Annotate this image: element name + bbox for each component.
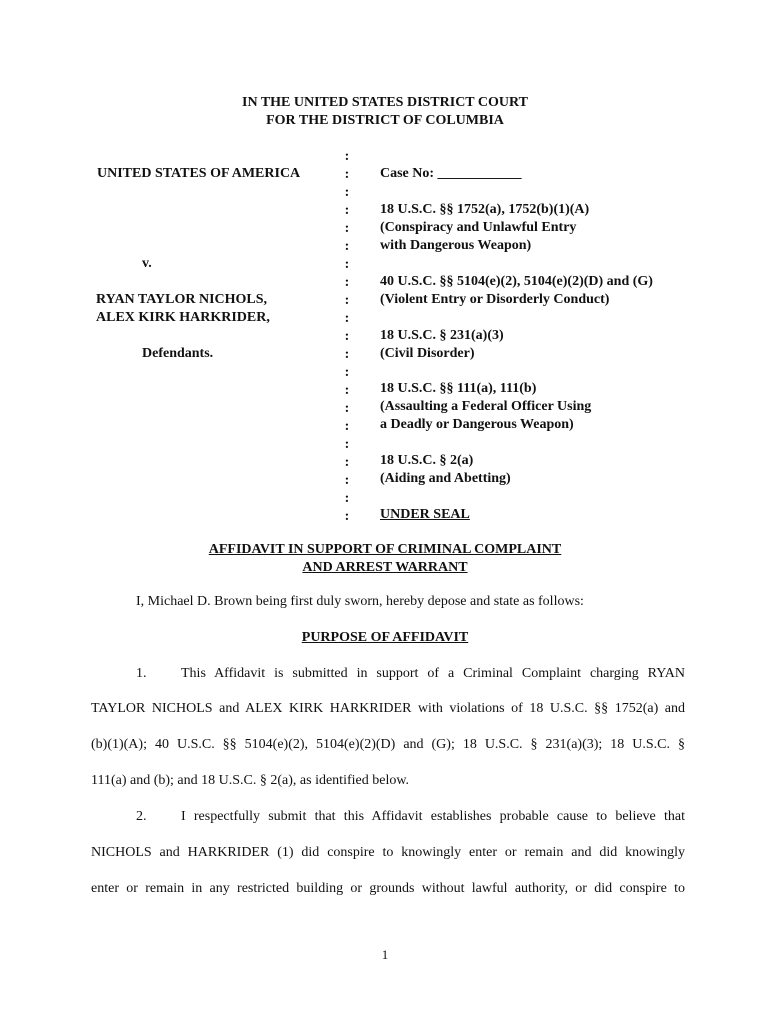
charge-statute-1: 18 U.S.C. §§ 1752(a), 1752(b)(1)(A) [380, 202, 590, 217]
divider-colon: : [344, 275, 350, 290]
under-seal-label: UNDER SEAL [380, 507, 470, 522]
charge-description-4b: a Deadly or Dangerous Weapon) [380, 417, 574, 432]
defendants-label: Defendants. [142, 346, 214, 361]
paragraph-1-line-2: TAYLOR NICHOLS and ALEX KIRK HARKRIDER with violations of 18 U.S.C. §§ 1752(a) and [91, 701, 685, 716]
divider-colon: : [344, 221, 350, 236]
charge-statute-3: 18 U.S.C. § 231(a)(3) [380, 328, 504, 343]
page-number: 1 [381, 947, 389, 962]
divider-colon: : [344, 473, 350, 488]
affidavit-title-line-2: AND ARREST WARRANT [302, 560, 468, 575]
divider-colon: : [344, 329, 350, 344]
court-district: FOR THE DISTRICT OF COLUMBIA [266, 113, 504, 128]
divider-colon: : [344, 491, 350, 506]
court-name: IN THE UNITED STATES DISTRICT COURT [242, 95, 528, 110]
defendant-name-2: ALEX KIRK HARKRIDER, [96, 310, 270, 325]
affidavit-title: AFFIDAVIT IN SUPPORT OF CRIMINAL COMPLAINT [208, 542, 562, 557]
paragraph-1-line-4: 111(a) and (b); and 18 U.S.C. § 2(a), as identified below. [91, 773, 410, 788]
divider-colon: : [344, 383, 350, 398]
charge-description-4: (Assaulting a Federal Officer Using [380, 399, 592, 414]
divider-colon: : [344, 437, 350, 452]
charge-description-1: (Conspiracy and Unlawful Entry [380, 220, 577, 235]
paragraph-number: 2. [136, 809, 147, 824]
divider-colon: : [344, 509, 350, 524]
charge-statute-4: 18 U.S.C. §§ 111(a), 111(b) [380, 381, 537, 396]
charge-description-2: (Violent Entry or Disorderly Conduct) [380, 292, 610, 307]
divider-colon: : [344, 347, 350, 362]
divider-colon: : [344, 365, 350, 380]
paragraph-number: 1. [136, 666, 147, 681]
intro-statement: I, Michael D. Brown being first duly sworn, hereby depose and state as follows: [136, 594, 584, 609]
charge-description-1b: with Dangerous Weapon) [380, 238, 532, 253]
divider-colon: : [344, 311, 350, 326]
versus-label: v. [142, 256, 152, 271]
divider-colon: : [344, 293, 350, 308]
divider-colon: : [344, 419, 350, 434]
divider-colon: : [344, 203, 350, 218]
charge-description-3: (Civil Disorder) [380, 346, 475, 361]
charge-description-5: (Aiding and Abetting) [380, 471, 511, 486]
paragraph-1-line-3: (b)(1)(A); 40 U.S.C. §§ 5104(e)(2), 5104(e)(2)(D) and (G); 18 U.S.C. § 231(a)(3); 18 U.S.C. § [91, 737, 685, 752]
divider-colon: : [344, 455, 350, 470]
divider-colon: : [344, 239, 350, 254]
section-heading: PURPOSE OF AFFIDAVIT [301, 630, 469, 645]
paragraph-2-line-1: I respectfully submit that this Affidavit establishes probable cause to believe that [181, 809, 685, 824]
plaintiff-name: UNITED STATES OF AMERICA [97, 166, 301, 181]
divider-colon: : [344, 401, 350, 416]
paragraph-2-line-2: NICHOLS and HARKRIDER (1) did conspire to knowingly enter or remain and did knowingly [91, 845, 685, 860]
charge-statute-5: 18 U.S.C. § 2(a) [380, 453, 474, 468]
case-number: Case No: ____________ [380, 166, 522, 181]
divider-colon: : [344, 185, 350, 200]
charge-statute-2: 40 U.S.C. §§ 5104(e)(2), 5104(e)(2)(D) and (G) [380, 274, 653, 289]
paragraph-1-line-1: This Affidavit is submitted in support of a Criminal Complaint charging RYAN [181, 666, 685, 681]
divider-colon: : [344, 149, 350, 164]
paragraph-2-line-3: enter or remain in any restricted building or grounds without lawful authority, or did conspire to [91, 881, 685, 896]
divider-colon: : [344, 257, 350, 272]
divider-colon: : [344, 167, 350, 182]
defendant-name-1: RYAN TAYLOR NICHOLS, [96, 292, 268, 307]
